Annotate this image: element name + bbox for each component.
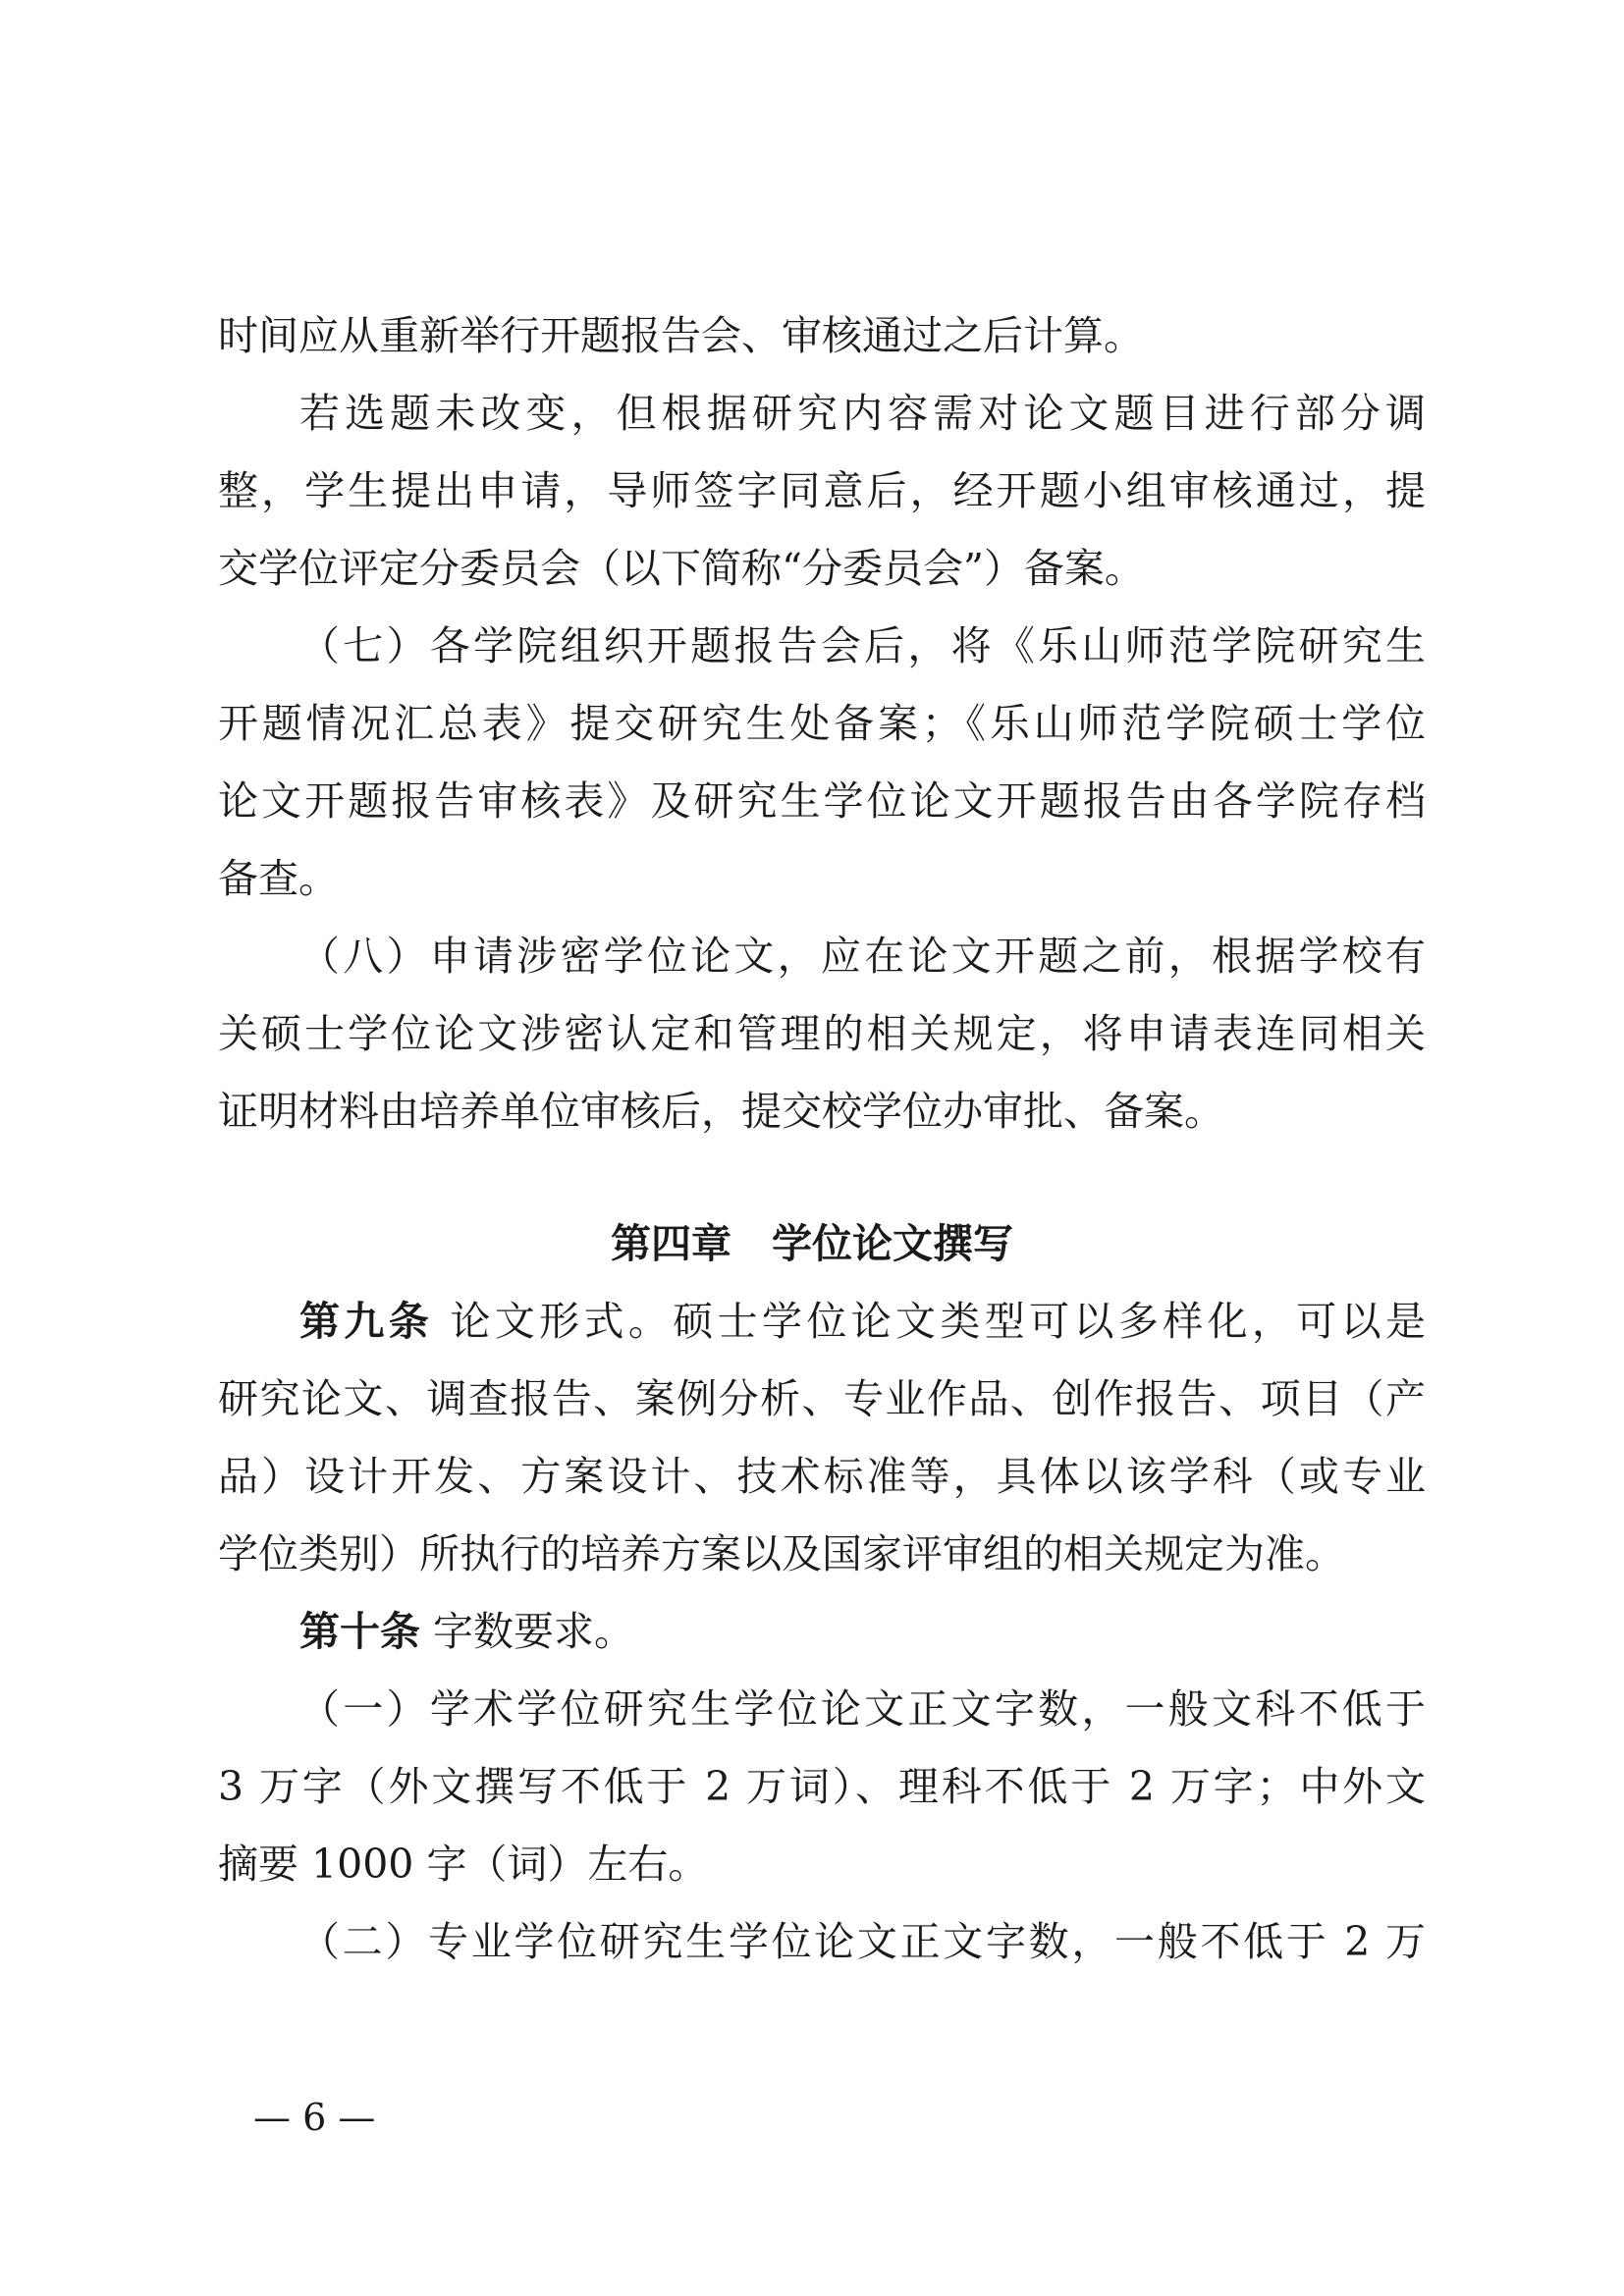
body-text-line: 若选题未改变，但根据研究内容需对论文题目进行部分调 (299, 390, 1426, 437)
article-label: 第十条 (299, 1608, 420, 1655)
body-text-line: 论文开题报告审核表》及研究生学位论文开题报告由各学院存档 (218, 777, 1426, 825)
body-text-line: 关硕士学位论文涉密认定和管理的相关规定，将申请表连同相关 (218, 1010, 1426, 1057)
body-text-line: 开题情况汇总表》提交研究生处备案；《乐山师范学院硕士学位 (218, 700, 1426, 747)
body-text-line: 时间应从重新举行开题报告会、审核通过之后计算。 (218, 312, 1144, 359)
body-text-line: 备查。 (218, 855, 339, 902)
body-text-line: （八）申请涉密学位论文，应在论文开题之前，根据学校有 (299, 933, 1426, 980)
body-text-line: （二）专业学位研究生学位论文正文字数，一般不低于 2 万 (299, 1918, 1426, 1965)
article-text: 论文形式。硕士学位论文类型可以多样化，可以是 (433, 1298, 1426, 1345)
article-line (299, 1292, 1426, 1351)
body-text-line: 3 万字（外文撰写不低于 2 万词）、理科不低于 2 万字；中外文 (218, 1763, 1426, 1810)
chapter-heading: 第四章 学位论文撰写 (611, 1220, 1013, 1267)
body-text-line: 证明材料由培养单位审核后，提交校学位办审批、备案。 (218, 1088, 1224, 1135)
body-text-line: 摘要 1000 字（词）左右。 (218, 1841, 709, 1888)
article-line (299, 1602, 1426, 1661)
body-text-line: 整，学生提出申请，导师签字同意后，经开题小组审核通过，提 (218, 467, 1426, 514)
article-text: 字数要求。 (420, 1608, 635, 1655)
page-number: — 6 — (253, 2096, 376, 2139)
body-text-line: （一）学术学位研究生学位论文正文字数，一般文科不低于 (299, 1685, 1426, 1733)
body-text-line: 交学位评定分委员会（以下简称“分委员会”）备案。 (218, 545, 1145, 592)
body-text-line: 品）设计开发、方案设计、技术标准等，具体以该学科（或专业 (218, 1453, 1426, 1500)
body-text-line: （七）各学院组织开题报告会后，将《乐山师范学院研究生 (299, 622, 1426, 669)
body-text-line: 研究论文、调查报告、案例分析、专业作品、创作报告、项目（产 (218, 1375, 1426, 1422)
body-text-line: 学位类别）所执行的培养方案以及国家评审组的相关规定为准。 (218, 1530, 1345, 1577)
article-label: 第九条 (299, 1298, 434, 1345)
